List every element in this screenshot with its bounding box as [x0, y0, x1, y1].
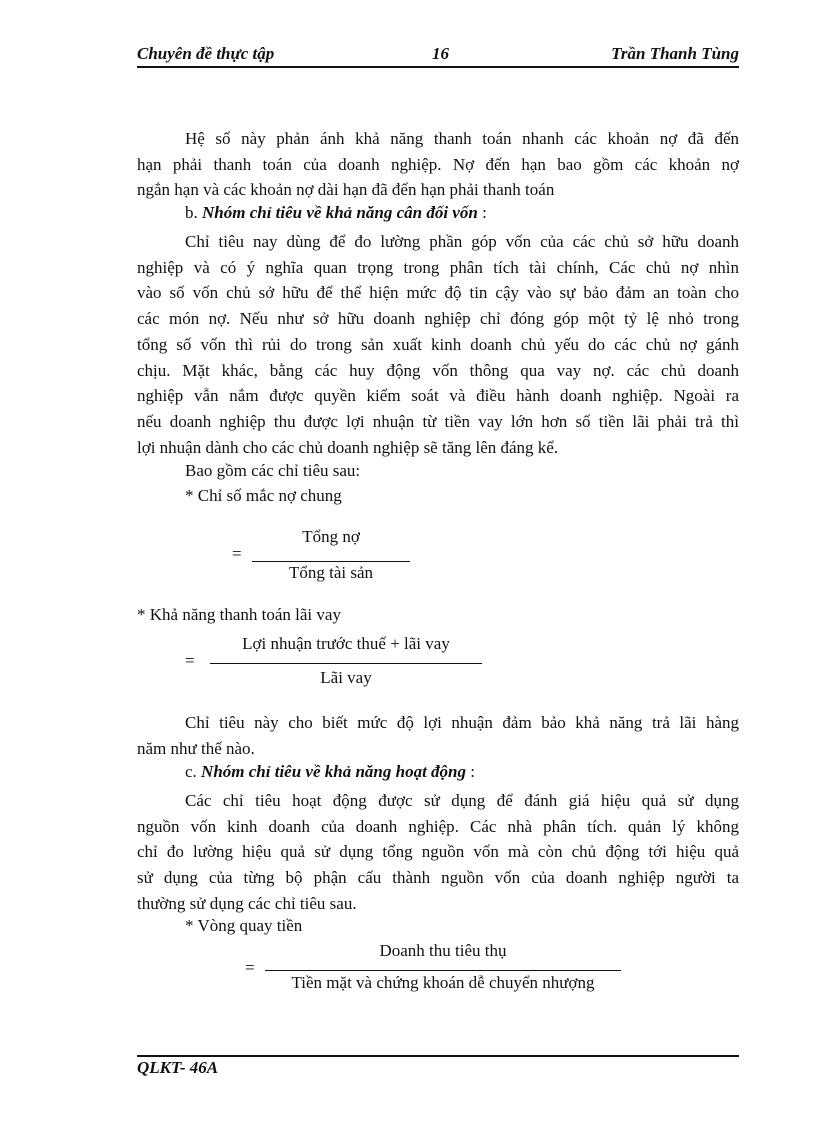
footer-rule	[137, 1055, 739, 1057]
text-line: chỉ đo lường hiệu quả sử dụng tổng nguồn vốn mà còn chủ động tới hiệu quả	[137, 842, 739, 862]
includes-line: Bao gồm các chỉ tiêu sau:	[185, 461, 361, 480]
formula-1-denominator: Tổng tài sản	[288, 563, 374, 582]
text-line: tổng số vốn thì rủi do trong sản xuất kinh doanh chủ yếu do các chủ nợ gánh	[137, 334, 739, 354]
formula-2-denominator: Lãi vay	[320, 668, 372, 687]
list-item-cash-turnover: * Vòng quay tiền	[185, 916, 303, 935]
header-rule	[137, 66, 739, 68]
list-item-debt-ratio: * Chỉ số mắc nợ chung	[185, 486, 342, 505]
text-line: nếu doanh nghiệp thu được lợi nhuận từ tiền vay lớn hơn số tiền lãi phải trả thì	[137, 411, 739, 431]
formula-1-numerator: Tổng nợ	[302, 527, 360, 546]
text-line: vào số vốn chủ sở hữu để thể hiện mức độ tin cậy vào sự bảo đảm an toàn cho	[137, 283, 739, 303]
formula-3-denominator: Tiền mặt và chứng khoán dễ chuyển nhượng	[291, 973, 595, 992]
text-line: thường sử dụng các chỉ tiêu sau.	[137, 893, 357, 913]
formula-3-fraction-bar	[265, 970, 621, 971]
text-line: năm như thế nào.	[137, 738, 255, 758]
paragraph-1	[137, 126, 739, 203]
header-title: Chuyên đề thực tập	[137, 44, 275, 63]
footer-label: QLKT- 46A	[137, 1058, 219, 1077]
header-author: Trần Thanh Tùng	[611, 44, 739, 63]
formula-2-numerator: Lợi nhuận trước thuế + lãi vay	[242, 634, 450, 653]
text-line: Chỉ tiêu nay dùng để đo lường phần góp vốn của các chủ sở hữu doanh	[185, 232, 739, 251]
formula-1-fraction-bar	[252, 561, 410, 562]
section-c-title: Nhóm chỉ tiêu về khả năng hoạt động	[201, 762, 467, 781]
section-b-heading: b. Nhóm chỉ tiêu về khả năng cân đối vốn :	[185, 203, 487, 222]
section-b-title: Nhóm chỉ tiêu về khả năng cân đối vốn	[202, 203, 478, 222]
text-line: chịu. Mặt khác, bằng các huy động vốn thông qua vay nợ. các chủ doanh	[137, 360, 739, 380]
formula-3-equals: =	[245, 958, 255, 977]
text-line: các món nợ. Nếu như sở hữu doanh nghiệp chỉ đóng góp một tỷ lệ nhỏ trong	[137, 309, 739, 329]
page-number: 16	[432, 44, 449, 63]
paragraph-3	[137, 710, 739, 761]
text-line: nghiệp vẫn nắm được quyền kiểm soát và điều hành doanh nghiệp. Ngoài ra	[137, 386, 739, 406]
text-line: nghiệp và có ý nghĩa quan trọng trong phân tích tài chính, Các chủ nợ nhìn	[137, 257, 739, 277]
paragraph-2	[137, 229, 739, 460]
paragraph-4	[137, 788, 739, 917]
section-c-heading: c. Nhóm chỉ tiêu về khả năng hoạt động :	[185, 762, 475, 781]
list-item-interest-coverage: * Khả năng thanh toán lãi vay	[137, 605, 341, 624]
formula-2-fraction-bar	[210, 663, 482, 664]
formula-3-numerator: Doanh thu tiêu thụ	[379, 941, 507, 960]
text-line: sử dụng của từng bộ phận cấu thành nguồn vốn của doanh nghiệp người ta	[137, 868, 739, 888]
text-line: Chỉ tiêu này cho biết mức độ lợi nhuận đảm bảo khả năng trả lãi hàng	[185, 713, 739, 732]
formula-2-equals: =	[185, 651, 195, 670]
text-line: nguồn vốn kinh doanh của doanh nghiệp. Các nhà phân tích. quản lý không	[137, 816, 739, 836]
text-line: Hệ số này phản ánh khả năng thanh toán nhanh các khoản nợ đã đến	[185, 129, 739, 148]
text-line: lợi nhuận dành cho các chủ doanh nghiệp sẽ tăng lên đáng kể.	[137, 437, 559, 457]
formula-1-equals: =	[232, 544, 242, 563]
text-line: ngắn hạn và các khoản nợ dài hạn đã đến hạn phải thanh toán	[137, 180, 555, 200]
text-line: hạn phải thanh toán của doanh nghiệp. Nợ đến hạn bao gồm các khoản nợ	[137, 154, 739, 174]
text-line: Các chỉ tiêu hoạt động được sử dụng để đánh giá hiệu quả sử dụng	[185, 791, 739, 810]
